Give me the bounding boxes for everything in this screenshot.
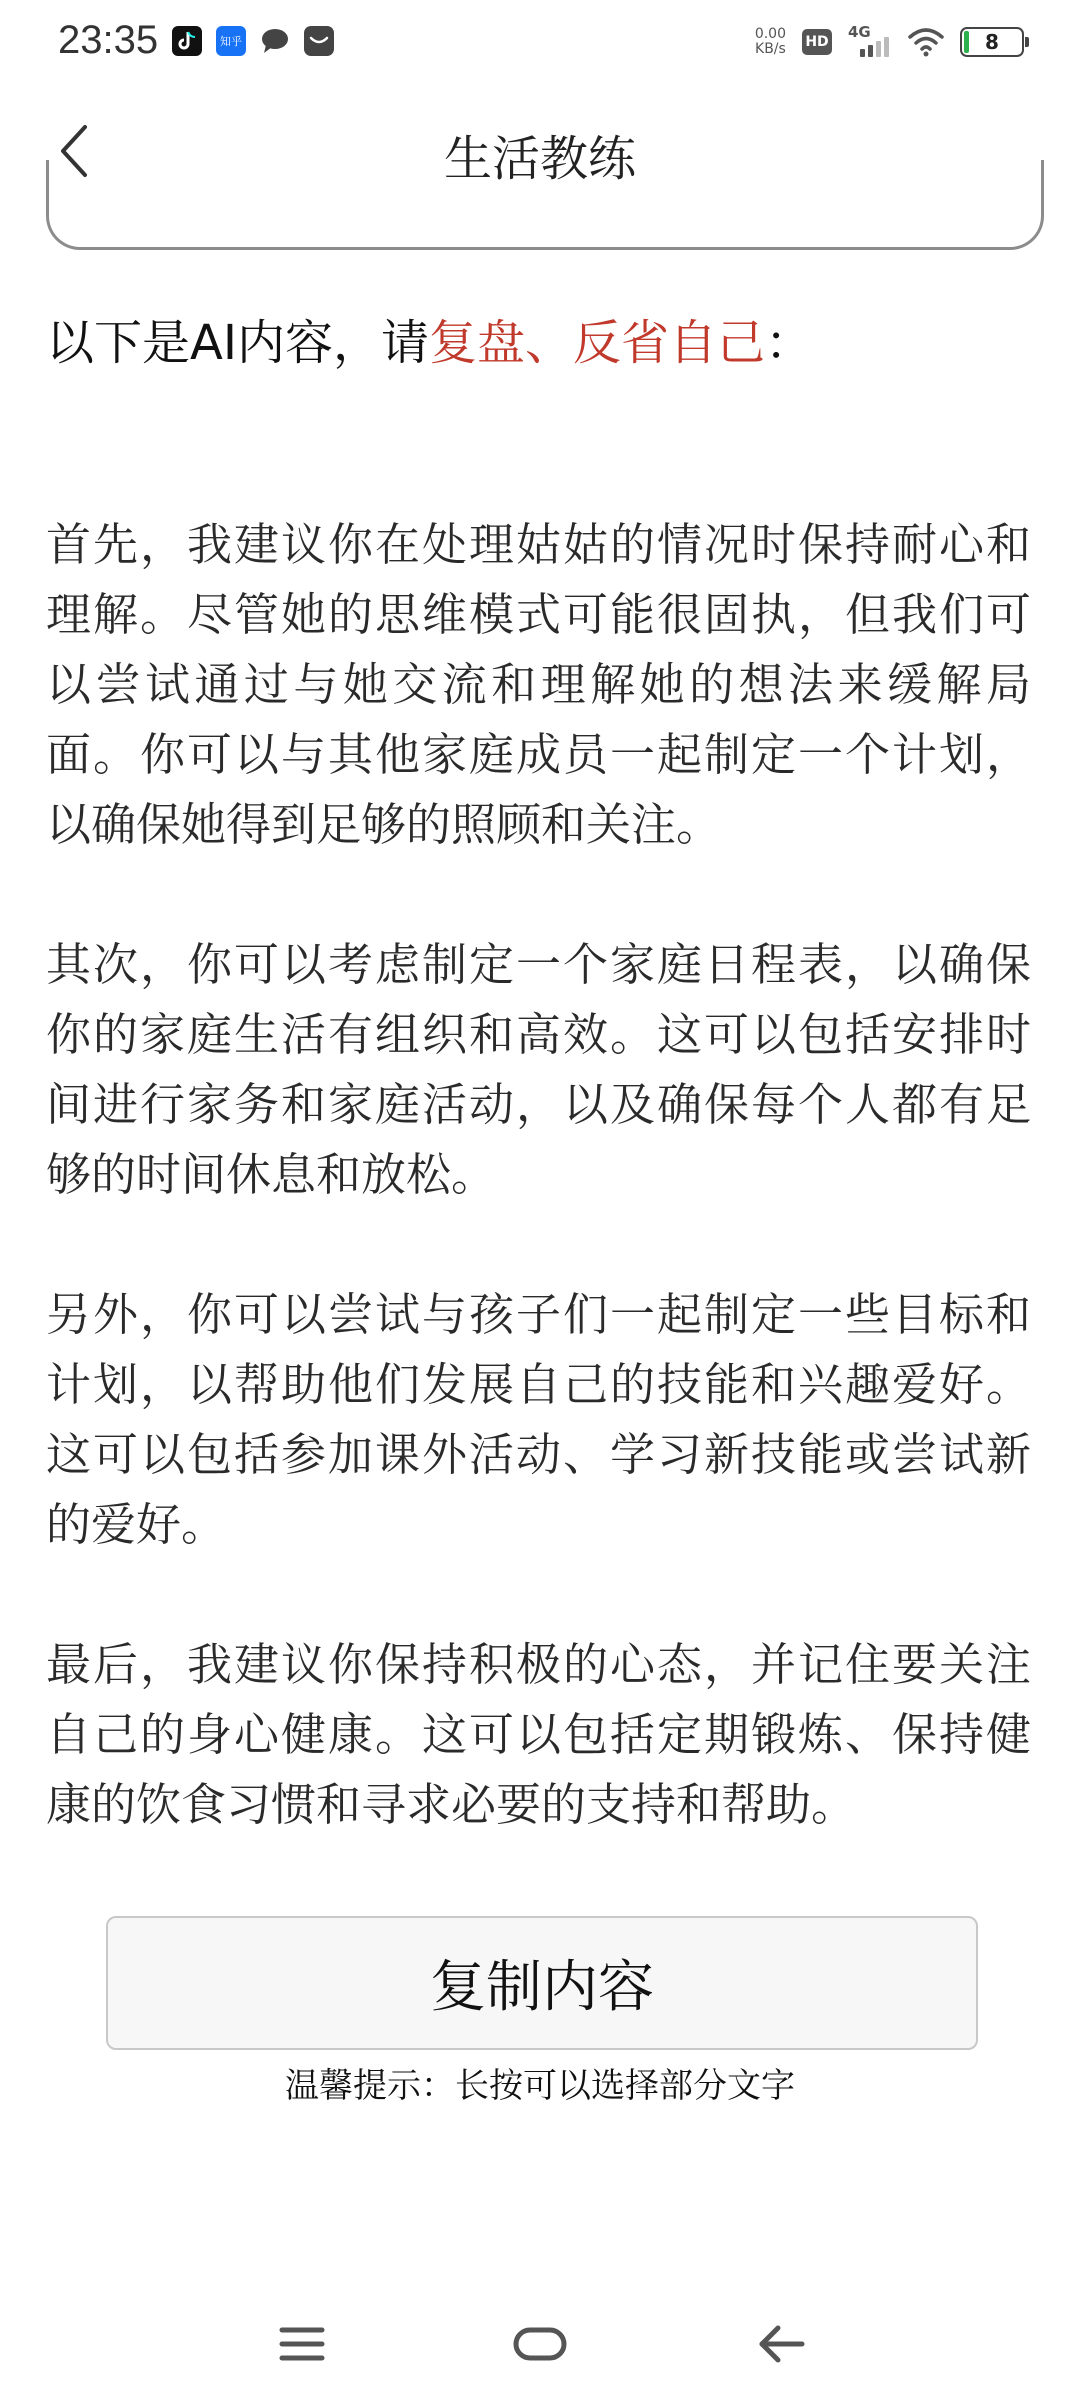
network-speed-unit: KB/s	[755, 41, 786, 57]
content-paragraph: 另外，你可以尝试与孩子们一起制定一些目标和计划，以帮助他们发展自己的技能和兴趣爱好。这可以包括参加课外活动、学习新技能或尝试新的爱好。	[46, 1288, 1031, 1551]
status-time: 23:35	[58, 18, 159, 62]
page-title: 生活教练	[443, 131, 636, 187]
network-type-label: 4G	[848, 23, 871, 41]
intro-prefix: 以下是AI内容，请	[46, 315, 429, 371]
content-paragraph: 最后，我建议你保持积极的心态，并记住要关注自己的身心健康。这可以包括定期锻炼、保持健康的饮食习惯和寻求必要的支持和帮助。	[46, 1638, 1031, 1831]
battery-icon	[960, 27, 1024, 57]
nav-back-button[interactable]	[742, 2314, 822, 2374]
box-app-icon	[304, 26, 334, 56]
cellular-signal-icon	[848, 25, 892, 59]
status-bar	[0, 0, 1080, 84]
navigation-bar	[0, 2300, 1080, 2380]
network-speed	[755, 27, 786, 57]
network-speed-value: 0.00	[754, 26, 786, 42]
home-button[interactable]	[500, 2314, 580, 2374]
system-indicators	[755, 22, 1024, 62]
wifi-icon	[908, 27, 944, 57]
zhihu-icon: 知乎	[216, 26, 246, 56]
input-card[interactable]	[46, 160, 1044, 250]
tiktok-icon	[172, 26, 202, 56]
notification-icons	[172, 26, 334, 56]
ai-content	[46, 510, 1031, 1910]
intro-line	[46, 304, 813, 373]
battery-level: 8	[985, 30, 999, 54]
copy-content-button[interactable]: 复制内容	[106, 1916, 978, 2050]
content-paragraph: 其次，你可以考虑制定一个家庭日程表，以确保你的家庭生活有组织和高效。这可以包括安排时间进行家务和家庭活动，以及确保每个人都有足够的时间休息和放松。	[46, 938, 1031, 1201]
hd-voice-icon: HD	[802, 29, 832, 55]
tip-text: 温馨提示：长按可以选择部分文字	[285, 2066, 795, 2106]
home-icon	[512, 2324, 568, 2364]
content-paragraph: 首先，我建议你在处理姑姑的情况时保持耐心和理解。尽管她的思维模式可能很固执，但我们可以尝试通过与她交流和理解她的想法来缓解局面。你可以与其他家庭成员一起制定一个计划，以确保她得到足够的照顾和关注。	[46, 518, 1031, 851]
intro-highlight: 复盘、反省自己	[429, 315, 766, 371]
recent-apps-button[interactable]	[262, 2314, 342, 2374]
back-icon	[756, 2322, 808, 2366]
menu-icon	[278, 2324, 326, 2364]
intro-suffix: ：	[765, 315, 814, 371]
chat-bubble-icon	[260, 26, 290, 56]
